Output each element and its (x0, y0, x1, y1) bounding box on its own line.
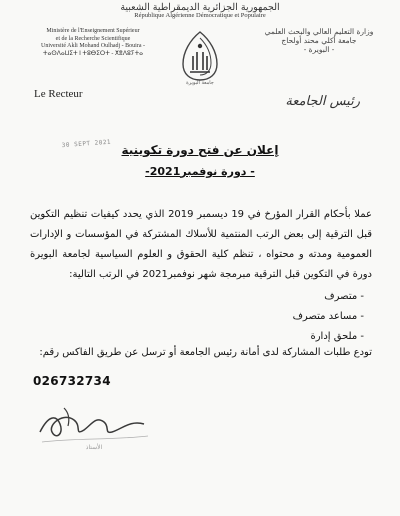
university-line-tifinagh: ⵜⴰⵙⴷⴰⵡⵉⵜ ⵏ ⵜⵓⴱⵉⵔⵜ - ⵅⴻⴷⵓⵢⵜⴰ (42, 50, 144, 57)
grade-item: - ملحق إدارة (310, 331, 364, 342)
submission-instructions: تودع طلبات المشاركة لدى أمانة رئيس الجامعة أو ترسل عن طريق الفاكس رقم: (39, 347, 372, 358)
fax-number: 026732734 (33, 374, 111, 388)
republic-title-french: République Algérienne Démocratique et Populaire (134, 12, 266, 19)
ministry-block-french (14, 28, 172, 58)
city-line-arabic: - البويرة - (303, 45, 335, 54)
grades-list (164, 287, 364, 347)
date-stamp: 30 SEPT 2021 (61, 138, 112, 150)
handwritten-signature (34, 402, 154, 450)
signature-caption: الأستاذ (85, 444, 103, 451)
ministry-line: et de la Recherche Scientifique (55, 35, 131, 42)
ministry-block-arabic (254, 27, 384, 54)
announcement-title (0, 143, 400, 157)
announcement-title-text: إعلان عن فتح دورة تكوينية (121, 143, 279, 157)
ministry-line: Ministère de l'Enseignement Supérieur (46, 28, 140, 34)
university-line: Université Akli Mohand Oulhadj - Bouira - (41, 43, 145, 49)
grade-item: - متصرف (324, 291, 364, 302)
announcement-body: عملا بأحكام القرار المؤرخ في 19 ديسمبر 2019 الذي يحدد كيفيات تنظيم التكوين قبل الترقية إلى بعض الرتب المنتمية للأسلاك المشتركة في المؤسسات و الإدارات العمومية ومدته و محتواه ، تنظم كلية الحقوق و العلوم السياسية لجامعة البويرة دورة في التكوين قبل الترقية مبرمجة شهر نوفمبر2021 في الرتب التالية: (30, 209, 373, 280)
grade-item: - مساعد متصرف (292, 311, 364, 322)
ministry-line-arabic: وزارة التعليم العالي والبحث العلمي (264, 27, 374, 36)
emblem-caption: جامعة البويرة (186, 80, 214, 86)
announcement-subtitle (0, 165, 400, 178)
recteur-label-arabic: رئيس الجامعة (285, 94, 360, 109)
announcement-subtitle-text: - دورة نوفمبر2021- (145, 165, 255, 178)
recteur-label-french: Le Recteur (34, 88, 83, 100)
republic-title-arabic: الجمهورية الجزائرية الديمقراطية الشعبية (120, 2, 280, 13)
university-emblem-icon (177, 30, 223, 82)
university-line-arabic: جامعة أكلي محند أولحاج (281, 36, 357, 45)
